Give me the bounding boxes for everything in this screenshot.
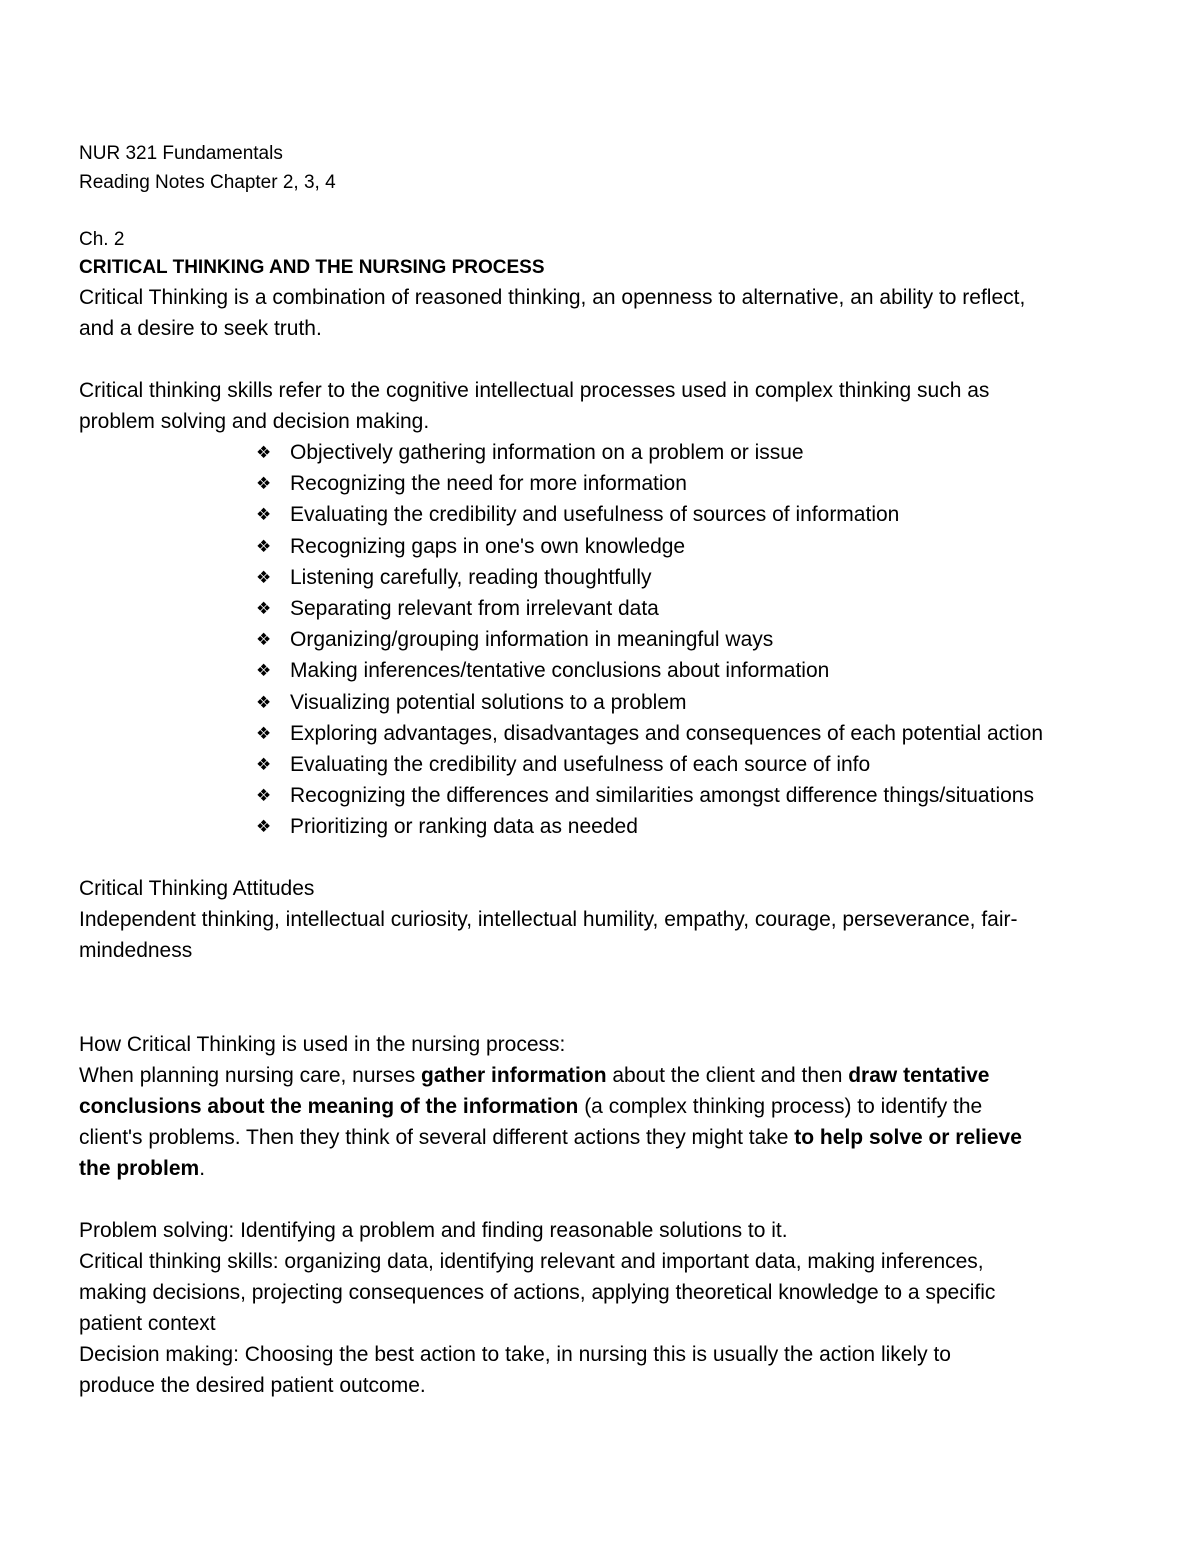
list-item [256, 814, 1043, 845]
diamond-bullet-icon: ❖ [256, 567, 272, 588]
chapter-label: Ch. 2 [79, 229, 125, 250]
skills-definition-line: Critical thinking skills: organizing data, identifying relevant and important data, making inferences, [79, 1250, 984, 1273]
nursing-process-title: How Critical Thinking is used in the nursing process: [79, 1033, 566, 1056]
attitudes-line: Independent thinking, intellectual curiosity, intellectual humility, empathy, courage, perseverance, fair- [79, 908, 1018, 931]
nursing-process-line [79, 1094, 982, 1120]
list-item-text: Listening carefully, reading thoughtfully [290, 565, 652, 589]
list-item [256, 690, 1043, 721]
problem-solving-definition: Problem solving: Identifying a problem and finding reasonable solutions to it. [79, 1219, 788, 1242]
decision-making-line: produce the desired patient outcome. [79, 1374, 426, 1397]
text-run: When planning nursing care, nurses [79, 1064, 422, 1087]
bold-text-run: conclusions about the meaning of the information [79, 1095, 579, 1118]
attitudes-title: Critical Thinking Attitudes [79, 877, 315, 900]
skills-definition-line: making decisions, projecting consequences of actions, applying theoretical knowledge to a specific [79, 1281, 996, 1304]
definition-line: Critical Thinking is a combination of reasoned thinking, an openness to alternative, an ability to reflect, [79, 286, 1026, 309]
skills-intro-line: problem solving and decision making. [79, 410, 430, 433]
diamond-bullet-icon: ❖ [256, 754, 272, 775]
list-item [256, 658, 1043, 689]
list-item [256, 627, 1043, 658]
diamond-bullet-icon: ❖ [256, 536, 272, 557]
skills-bullet-list [256, 440, 1043, 845]
text-run: client's problems. Then they think of several different actions they might take [79, 1126, 795, 1149]
list-item [256, 721, 1043, 752]
nursing-process-line [79, 1125, 1022, 1151]
list-item-text: Evaluating the credibility and usefulness of sources of information [290, 503, 900, 527]
diamond-bullet-icon: ❖ [256, 443, 272, 463]
decision-making-line: Decision making: Choosing the best action to take, in nursing this is usually the action likely to [79, 1343, 951, 1366]
list-item [256, 565, 1043, 596]
list-item [256, 783, 1043, 814]
list-item [256, 440, 1043, 471]
diamond-bullet-icon: ❖ [256, 817, 272, 838]
list-item-text: Separating relevant from irrelevant data [290, 596, 659, 620]
bold-text-run: draw tentative [848, 1064, 990, 1087]
diamond-bullet-icon: ❖ [256, 661, 272, 682]
text-run: about the client and then [606, 1064, 849, 1087]
list-item-text: Exploring advantages, disadvantages and consequences of each potential action [290, 721, 1044, 745]
diamond-bullet-icon: ❖ [256, 505, 272, 526]
list-item-text: Recognizing the differences and similarities amongst difference things/situations [290, 784, 1034, 808]
list-item [256, 502, 1043, 533]
list-item-text: Objectively gathering information on a problem or issue [290, 441, 804, 464]
bold-text-run: the problem [79, 1157, 200, 1180]
bold-text-run: to help solve or relieve [794, 1126, 1022, 1149]
skills-intro-line: Critical thinking skills refer to the cognitive intellectual processes used in complex thinking such as [79, 379, 990, 402]
diamond-bullet-icon: ❖ [256, 630, 272, 651]
diamond-bullet-icon: ❖ [256, 474, 272, 495]
nursing-process-line [79, 1156, 205, 1182]
list-item-text: Recognizing the need for more information [290, 472, 687, 496]
nursing-process-line [79, 1063, 989, 1089]
list-item-text: Recognizing gaps in one's own knowledge [290, 534, 686, 558]
list-item-text: Organizing/grouping information in meaningful ways [290, 628, 774, 652]
diamond-bullet-icon: ❖ [256, 692, 272, 713]
list-item-text: Prioritizing or ranking data as needed [290, 815, 638, 839]
list-item [256, 596, 1043, 627]
section-heading: CRITICAL THINKING AND THE NURSING PROCESS [79, 257, 545, 278]
list-item-text: Evaluating the credibility and usefulness of each source of info [290, 752, 871, 776]
list-item [256, 471, 1043, 502]
text-run: . [199, 1157, 206, 1180]
diamond-bullet-icon: ❖ [256, 786, 272, 807]
skills-definition-line: patient context [79, 1312, 216, 1335]
course-title: NUR 321 Fundamentals [79, 143, 283, 164]
text-run: (a complex thinking process) to identify the [578, 1095, 983, 1118]
list-item-text: Making inferences/tentative conclusions about information [290, 659, 830, 683]
diamond-bullet-icon: ❖ [256, 598, 272, 619]
list-item [256, 752, 1043, 783]
list-item [256, 534, 1043, 565]
list-item-text: Visualizing potential solutions to a problem [290, 690, 687, 714]
attitudes-line: mindedness [79, 939, 193, 962]
bold-text-run: gather information [421, 1064, 607, 1087]
document-subtitle: Reading Notes Chapter 2, 3, 4 [79, 172, 336, 193]
diamond-bullet-icon: ❖ [256, 723, 272, 744]
definition-line: and a desire to seek truth. [79, 317, 322, 340]
